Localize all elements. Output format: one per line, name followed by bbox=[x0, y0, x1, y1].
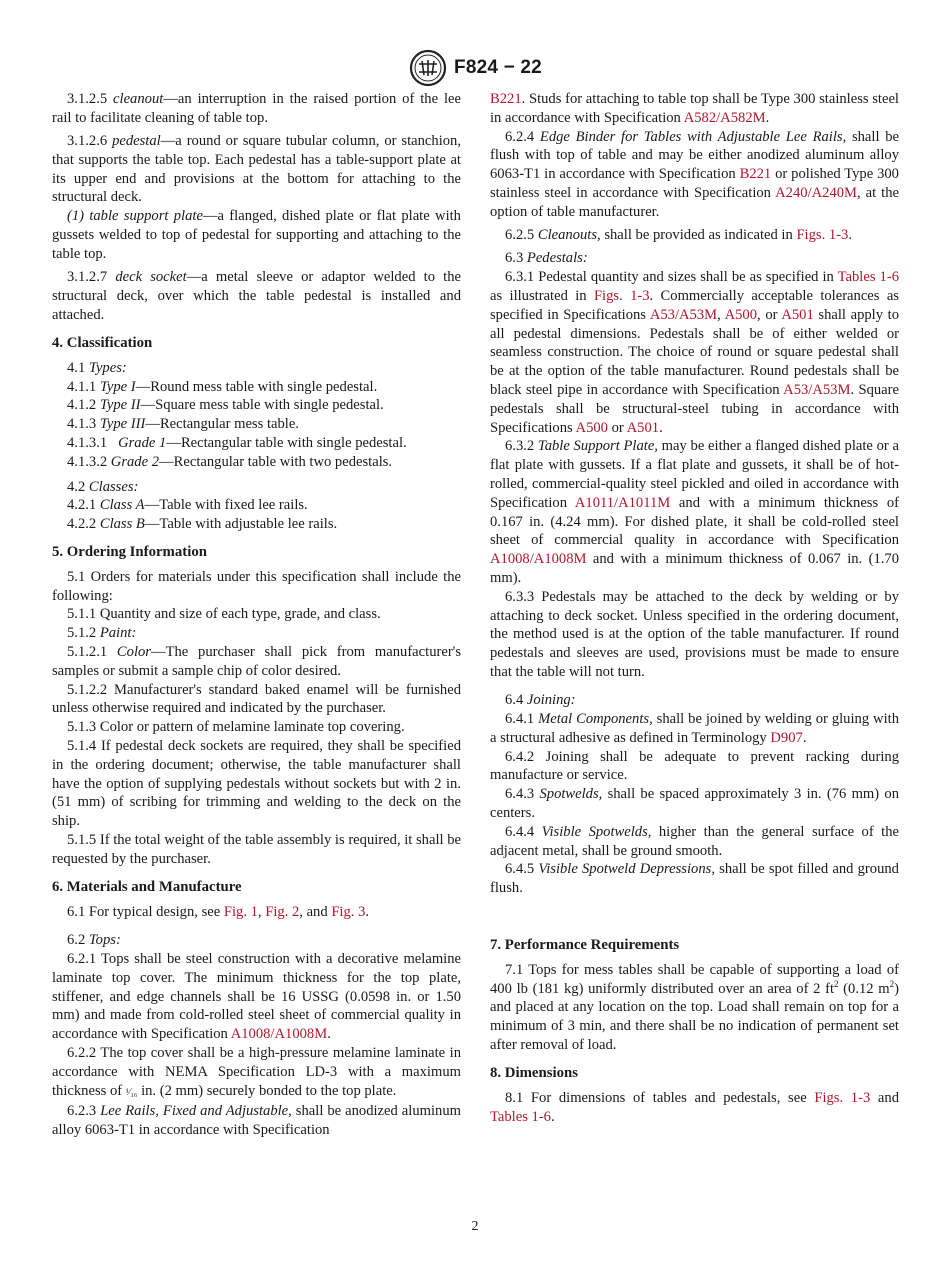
paragraph-4-1-3-1: 4.1.3.1 Grade 1—Rectangular table with single pedestal. bbox=[67, 435, 407, 452]
tables-1-6-link[interactable]: Tables 1-6 bbox=[490, 1108, 551, 1125]
section-heading-ordering-information: 5. Ordering Information bbox=[52, 544, 207, 561]
left-column bbox=[52, 90, 461, 1140]
paragraph-table-support-plate: (1) table support plate—a flanged, dished plate or flat plate with gussets welded to top of pedestal for supporting and attaching to the table top. bbox=[52, 208, 461, 262]
figs-1-3-link[interactable]: Figs. 1-3 bbox=[593, 287, 650, 304]
paragraph-6-4-3: 6.4.3 Spotwelds, shall be spaced approximately 3 in. (76 mm) on centers. bbox=[490, 786, 900, 821]
section-heading-performance-requirements: 7. Performance Requirements bbox=[490, 936, 680, 953]
a500-link[interactable]: A500 bbox=[724, 306, 758, 323]
a53-link[interactable]: A53/A53M bbox=[783, 381, 851, 398]
a501-link[interactable]: A501 bbox=[626, 419, 660, 436]
paragraph-6-4-1: 6.4.1 Metal Components, shall be joined by welding or gluing with a structural adhesive as defined in Terminology D907. bbox=[490, 711, 899, 746]
paragraph-6-2-4: 6.2.4 Edge Binder for Tables with Adjustable Lee Rails, shall be flush with top of table and may be either anodized aluminum alloy 6063-T1 in accordance with Specification B221 or polished Type 300 stainless steel in accordance with Specification A240/A240M, at the option of table manufacturer. bbox=[490, 128, 899, 220]
paragraph-6-3-3: 6.3.3 Pedestals may be attached to the deck by welding or by attaching to deck socket. Unless specified in the ordering document, the method used is at the option of the table manufacturer. If round pedestals and sleeves are used, provisions must be made to ensure that the table will not turn. bbox=[490, 588, 899, 680]
section-heading-materials-and-manufacture: 6. Materials and Manufacture bbox=[52, 879, 242, 896]
paragraph-6-4-4: 6.4.4 Visible Spotwelds, higher than the general surface of the adjacent metal, shall be ground smooth. bbox=[490, 823, 899, 859]
a53-link[interactable]: A53/A53M bbox=[649, 306, 718, 323]
paragraph-6-2-1: 6.2.1 Tops shall be steel construction with a decorative melamine laminate top cover. The minimum thickness for the top plate, stiffener, and edge channels shall be 16 USSG (0.0598 in. or 1.50 mm) and made from cold-rolled steel sheet of commercial quality in accordance with Specification A1008/A1008M. bbox=[52, 950, 461, 1043]
paragraph-6-2: 6.2 Tops: bbox=[67, 932, 121, 949]
a1008-link[interactable]: A1008/A1008M bbox=[490, 551, 587, 568]
fig-1-link[interactable]: Fig. 1 bbox=[223, 903, 258, 920]
a1008-link[interactable]: A1008/A1008M bbox=[230, 1026, 328, 1043]
paragraph-4-1-3: 4.1.3 Type III—Rectangular mess table. bbox=[67, 416, 299, 433]
paragraph-6-4-2: 6.4.2 Joining shall be adequate to prevent racking during manufacture or service. bbox=[490, 748, 899, 784]
figs-1-3-link[interactable]: Figs. 1-3 bbox=[814, 1090, 871, 1107]
paragraph-3-1-2-6: 3.1.2.6 pedestal—a round or square tubular column, or stanchion, that supports the table top. Each pedestal has a table-support plate at its upper end and provisions at the bottom for attaching to the structural deck. bbox=[52, 133, 461, 206]
paragraph-6-2-3: 6.2.3 Lee Rails, Fixed and Adjustable, shall be anodized aluminum alloy 6063-T1 in accordance with Specification bbox=[52, 1103, 461, 1139]
d907-link[interactable]: D907 bbox=[770, 729, 803, 746]
paragraph-5-1-3: 5.1.3 Color or pattern of melamine laminate top covering. bbox=[67, 719, 405, 736]
paragraph-6-2-3-continued: B221. Studs for attaching to table top shall be Type 300 stainless steel in accordance with Specification A582/A582M. bbox=[490, 91, 899, 126]
paragraph-6-4-5: 6.4.5 Visible Spotweld Depressions, shall be spot filled and ground flush. bbox=[490, 861, 899, 897]
b221-link[interactable]: B221 bbox=[739, 166, 772, 183]
paragraph-4-2-2: 4.2.2 Class B—Table with adjustable lee rails. bbox=[67, 516, 338, 533]
paragraph-5-1-5: 5.1.5 If the total weight of the table assembly is required, it shall be requested by the purchaser. bbox=[52, 831, 461, 867]
paragraph-6-1: 6.1 For typical design, see Fig. 1, Fig. 2, and Fig. 3. bbox=[67, 903, 370, 920]
b221-link[interactable]: B221 bbox=[490, 91, 522, 107]
paragraph-6-4: 6.4 Joining: bbox=[505, 692, 576, 709]
a240-link[interactable]: A240/A240M bbox=[775, 184, 858, 201]
standard-designation: F824 − 22 bbox=[454, 57, 542, 78]
paragraph-4-1-3-2: 4.1.3.2 Grade 2—Rectangular table with two pedestals. bbox=[67, 453, 393, 470]
figs-1-3-link[interactable]: Figs. 1-3 bbox=[796, 227, 849, 244]
paragraph-6-2-5: 6.2.5 Cleanouts, shall be provided as indicated in Figs. 1-3. bbox=[505, 227, 852, 244]
paragraph-5-1-1: 5.1.1 Quantity and size of each type, grade, and class. bbox=[67, 606, 381, 623]
paragraph-4-1-2: 4.1.2 Type II—Square mess table with single pedestal. bbox=[67, 397, 384, 414]
a501-link[interactable]: A501 bbox=[781, 306, 814, 323]
paragraph-5-1-2-1: 5.1.2.1 Color—The purchaser shall pick from manufacturer's samples or submit a sample chip of color desired. bbox=[52, 644, 461, 679]
paragraph-5-1-4: 5.1.4 If pedestal deck sockets are required, they shall be specified in the ordering document; otherwise, the table manufacturer shall have the option of supplying pedestals without sockets but with 2 in. (51 mm) of scribing for trimming and welding to the deck on the ship. bbox=[52, 738, 461, 830]
page-header bbox=[0, 48, 950, 88]
fig-3-link[interactable]: Fig. 3 bbox=[331, 903, 366, 920]
paragraph-3-1-2-5: 3.1.2.5 cleanout—an interruption in the raised portion of the lee rail to facilitate cleaning of table top. bbox=[52, 91, 461, 126]
paragraph-6-3-1: 6.3.1 Pedestal quantity and sizes shall be as specified in Tables 1-6 as illustrated in Figs. 1-3. Commercially acceptable tolerances as specified in Specifications A53/A53M, A500, or A501 shall apply to all pedestal dimensions. Pedestals shall be of either welded or seamless construction. The choice of round or square pedestal shall be at the option of the table manufacturer. Round pedestals shall be black steel pipe in accordance with Specification A53/A53M. Square pedestals shall be structural-steel tubing in accordance with Specifications A500 or A501. bbox=[490, 269, 899, 436]
a500-link[interactable]: A500 bbox=[575, 419, 608, 436]
paragraph-6-3: 6.3 Pedestals: bbox=[505, 250, 588, 267]
paragraph-4-1: 4.1 Types: bbox=[67, 359, 127, 376]
section-heading-classification: 4. Classification bbox=[52, 335, 153, 352]
astm-logo-icon bbox=[408, 48, 448, 88]
paragraph-4-1-1: 4.1.1 Type I—Round mess table with single pedestal. bbox=[67, 378, 378, 395]
paragraph-6-3-2: 6.3.2 Table Support Plate, may be either a flanged dished plate or a flat plate with gussets. If a flat plate and gussets, it shall be of hot-rolled, commercial-quality steel pickled and oiled in accordance with Specification A1011/A1011M and with a minimum thickness of 0.167 in. (4.24 mm). For dished plate, it shall be cold-rolled steel sheet of commercial quality in accordance with Specification A1008/A1008M and with a minimum thickness of 0.067 in. (1.70 mm). bbox=[490, 438, 899, 586]
section-heading-dimensions: 8. Dimensions bbox=[490, 1065, 578, 1082]
paragraph-4-2: 4.2 Classes: bbox=[67, 478, 139, 495]
paragraph-6-2-2: 6.2.2 The top cover shall be a high-pressure melamine laminate in accordance with NEMA Specification LD-3 with a maximum thickness of ¹⁄₁₆ in. (2 mm) securely bonded to the top plate. bbox=[52, 1044, 461, 1099]
paragraph-4-2-1: 4.2.1 Class A—Table with fixed lee rails. bbox=[67, 497, 308, 514]
paragraph-5-1-2-2: 5.1.2.2 Manufacturer's standard baked enamel will be furnished unless otherwise required and indicated by the purchaser. bbox=[52, 681, 461, 717]
fig-2-link[interactable]: Fig. 2 bbox=[265, 903, 300, 920]
paragraph-5-1-2: 5.1.2 Paint: bbox=[67, 625, 137, 642]
page-number: 2 bbox=[471, 1219, 479, 1234]
paragraph-5-1: 5.1 Orders for materials under this specification shall include the following: bbox=[52, 568, 461, 604]
a582-link[interactable]: A582/A582M bbox=[683, 109, 766, 126]
paragraph-7-1: 7.1 Tops for mess tables shall be capable of supporting a load of 400 lb (181 kg) uniformly distributed over an area of 2 $ft^2$ (0.12 $m^2$) and placed at any location on the top. Load shall remain on top for a minimum of 3 min, and there shall be no indication of permanent set after removal of load. bbox=[490, 961, 899, 1053]
paragraph-3-1-2-7: 3.1.2.7 deck socket—a metal sleeve or adaptor welded to the structural deck, over which the table pedestal is installed and attached. bbox=[52, 269, 461, 323]
a1011-link[interactable]: A1011/A1011M bbox=[574, 494, 671, 511]
paragraph-8-1: 8.1 For dimensions of tables and pedestals, see Figs. 1-3 and Tables 1-6. bbox=[490, 1090, 899, 1125]
right-column bbox=[490, 90, 899, 1131]
tables-1-6-link[interactable]: Tables 1-6 bbox=[837, 269, 899, 286]
